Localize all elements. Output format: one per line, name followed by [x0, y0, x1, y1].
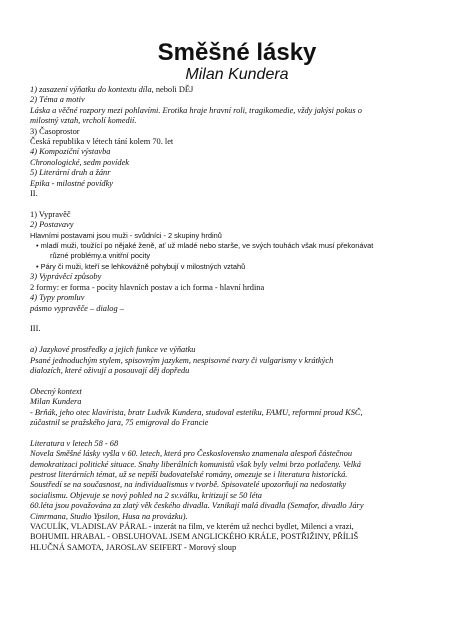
s1-heading-genre: 5) Literární druh a žánr: [30, 168, 111, 178]
s3-lit-4: Soustředí se na současnost, na individualismus v tvorbě. Spisovatelé upozorňují na nedostatky: [30, 480, 347, 490]
s2-bullet-2-text: Páry či muži, kteří se lehkovážně pohybují v milostných vztahů: [40, 261, 246, 271]
bullet-icon: •: [36, 241, 41, 251]
s1-heading-chronotope: 3) Časoprostor: [30, 126, 80, 136]
s2-heading-narration: 3) Vyprávěcí způsoby: [30, 272, 102, 282]
s1-line-1-plain: neboli DĚJ: [153, 85, 194, 94]
s3-lit-7: Cimrmana, Studio Ypsilon, Husa na provázku).: [30, 511, 188, 521]
section-3: [30, 324, 444, 553]
s1-line-1-italic: 1) zasazení výňatku do kontextu díla,: [30, 85, 154, 94]
s2-heading-narrator: 1) Vypravěč: [30, 209, 71, 219]
s1-text-genre: Epika - milostné povídky: [30, 178, 114, 188]
s3-lit-8: VACULÍK, VLADISLAV PÁRAL - inzerát na film, ve kterém už nechci bydlet, Milenci a vrazi,: [30, 521, 354, 531]
s1-text-theme-1: Láska a věčné rozpory mezi pohlavími. Erotika hraje hravní roli, tragikomedie, vždy jakýsi pokus o: [30, 105, 362, 115]
s3-roman-iii: III.: [30, 324, 41, 334]
s3-author-bio-1: - Brňák, jeho otec klavírista, bratr Ludvík Kundera, studoval estetiku, FAMU, reformní proud KSČ,: [30, 407, 363, 417]
s1-text-composition: Chronologické, sedm povídek: [30, 157, 129, 167]
s3-text-language-2: dialozích, které oživují a posouvají děj dopředu: [30, 365, 190, 375]
s3-author-bio-2: zúčastnil se pražského jara, 75 emigroval do Francie: [30, 417, 209, 427]
s3-lit-3: pestrost literárních témat, už se nepíší budovatelské romány, omezuje se i literatura historická.: [30, 469, 348, 479]
s2-bullet-1: [30, 241, 444, 251]
document-title: Směšné lásky: [157, 39, 317, 66]
s2-bullet-1-text: mladí muži, toužící po nějaké ženě, ať už mladé nebo starše, ve svých touhách však musí překonávat: [40, 241, 374, 251]
section-1: [30, 85, 444, 199]
s3-lit-6: 60.léta jsou považována za zlatý věk českého divadla. Vznikají malá divadla (Semafor, divadlo Járy: [30, 501, 364, 511]
s3-lit-5: socialismu. Objevuje se nový pohled na 2 sv.válku, kritizují se 50 léta: [30, 490, 262, 500]
s2-bullet-1-cont: různé problémy.a vnitřní pocity: [50, 251, 151, 261]
s2-text-speech: pásmo vypravěče – dialog –: [30, 303, 124, 313]
s1-text-theme-2: milostný vztah, vrcholí komedií.: [30, 116, 137, 126]
s3-lit-10: HLUČNÁ SAMOTA, JAROSLAV SEIFERT - Morový sloup: [30, 542, 237, 552]
s3-lit-2: demokratizaci politické situace. Snahy liberálních komunistů však byly velmi brzo potlačeny. Velká: [30, 459, 361, 469]
s2-heading-characters: 2) Postavavy: [30, 220, 74, 230]
s3-heading-context: Obecný kontext: [30, 386, 82, 396]
document-author: Milan Kundera: [185, 66, 289, 83]
s2-heading-speech: 4) Typy promluv: [30, 293, 85, 303]
s1-roman-ii: II.: [30, 189, 38, 199]
section-2: [30, 210, 444, 314]
s3-heading-literature: Literatura v letech 58 - 68: [30, 438, 119, 448]
s1-line-1: [30, 85, 444, 95]
s3-heading-language: a) Jazykové prostředky a jejich funkce ve výňatku: [30, 345, 196, 355]
s2-bullet-2: [30, 262, 444, 272]
s3-lit-9: BOHUMIL HRABAL - OBSLUHOVAL JSEM ANGLICKÉHO KRÁLE, POSTŘIŽINY, PŘÍLIŠ: [30, 532, 359, 542]
s1-text-chronotope: Česká republika v létech tání kolem 70. let: [30, 137, 174, 147]
s3-author-name: Milan Kundera: [30, 397, 82, 407]
s1-heading-composition: 4) Kompoziční výstavba: [30, 147, 111, 157]
bullet-icon: •: [36, 261, 41, 271]
s2-text-characters: Hlavními postavami jsou muži - svůdníci - 2 skupiny hrdinů: [30, 230, 222, 240]
s3-text-language-1: Psané jednoduchým stylem, spisovným jazykem, nespisovné tvary či vulgarismy v krátkých: [30, 355, 334, 365]
s1-heading-theme: 2) Téma a motiv: [30, 95, 85, 105]
s3-lit-1: Novela Směšné lásky vyšla v 60. letech, která pro Československo znamenala alespoň částečnou: [30, 449, 353, 459]
s2-text-narration: 2 formy: er forma - pocity hlavních postav a ich forma - hlavní hrdina: [30, 282, 265, 292]
